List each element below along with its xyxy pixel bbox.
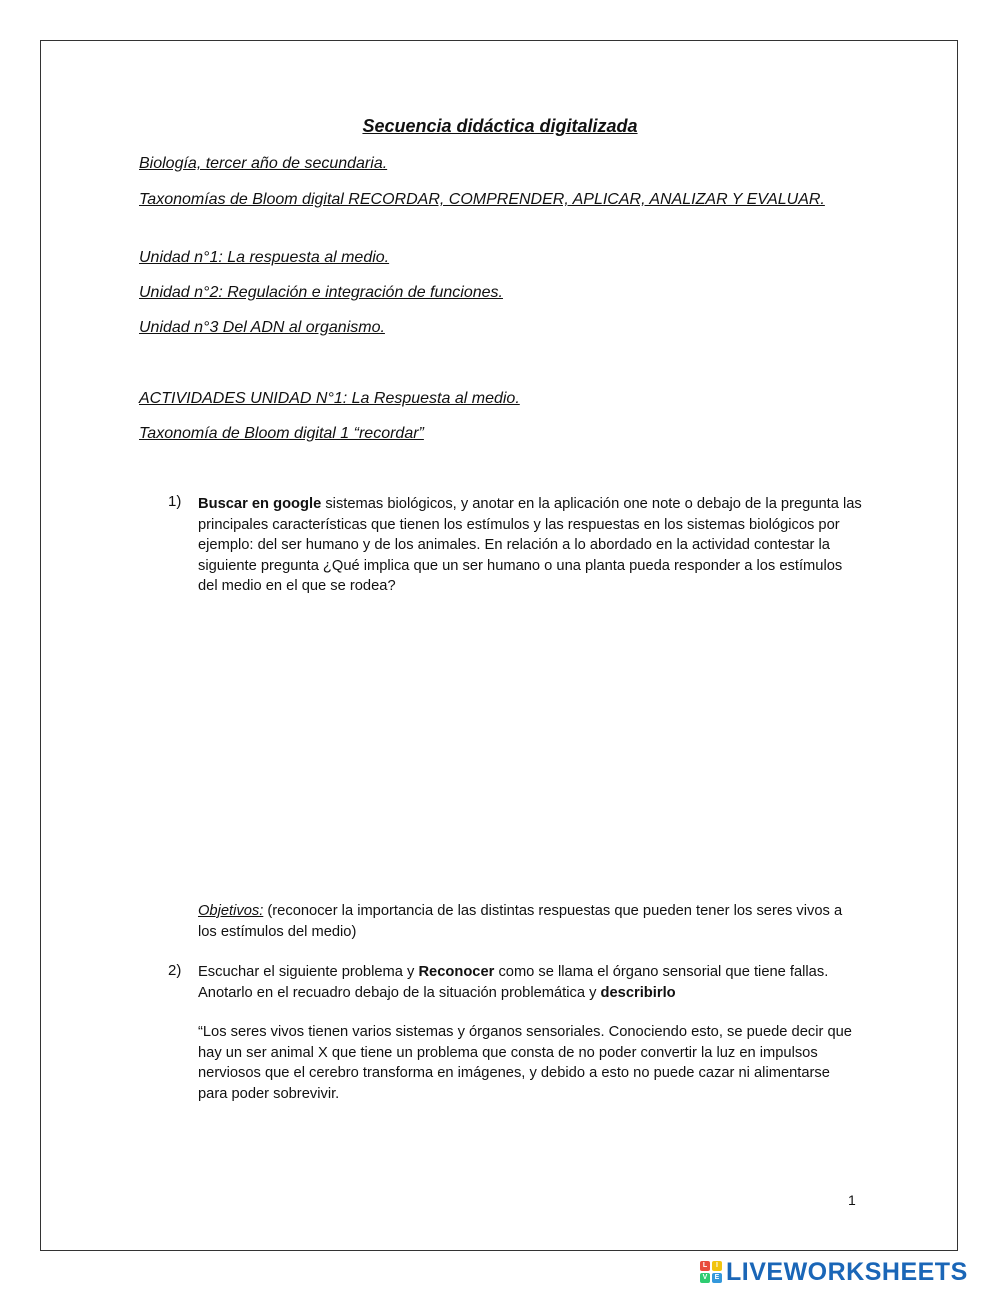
item-2-text-b: como se llama el órgano sensorial que tiene fallas. Anotarlo en el recuadro debajo de la situación problemática y (198, 964, 829, 1001)
subject-line: Biología, tercer año de secundaria. (139, 155, 388, 172)
document-title: Secuencia didáctica digitalizada (362, 116, 638, 136)
activities-heading: ACTIVIDADES UNIDAD N°1: La Respuesta al medio. (139, 390, 520, 407)
logo-text: LIVEWORKSHEETS (726, 1257, 968, 1286)
item-1-bold-lead: Buscar en google (198, 496, 322, 512)
logo-block-e: E (712, 1273, 722, 1283)
logo-block-i: I (712, 1261, 722, 1271)
logo-icon (700, 1261, 722, 1283)
liveworksheets-logo[interactable] (700, 1259, 968, 1285)
logo-block-l: L (700, 1261, 710, 1271)
item-2-text-a: Escuchar el siguiente problema y (198, 964, 419, 980)
objectives-text (198, 901, 863, 942)
item-2-number: 2) (168, 962, 182, 979)
item-2-text (198, 962, 863, 1003)
page-number: 1 (848, 1192, 856, 1208)
unit-1-line: Unidad n°1: La respuesta al medio. (139, 249, 390, 266)
objectives-label: Objetivos: (198, 903, 264, 919)
item-1-text (198, 494, 863, 597)
taxonomy-line: Taxonomías de Bloom digital RECORDAR, COMPRENDER, APLICAR, ANALIZAR Y EVALUAR. (139, 191, 825, 208)
unit-2-line: Unidad n°2: Regulación e integración de funciones. (139, 284, 503, 301)
unit-3-line: Unidad n°3 Del ADN al organismo. (139, 319, 385, 336)
item-2-bold-a: Reconocer (418, 964, 495, 980)
problem-quote: “Los seres vivos tienen varios sistemas y órganos sensoriales. Conociendo esto, se puede decir que hay un ser animal X que tiene un problema que consta de no poder convertir la luz en impulsos nerviosos que el cerebro transforma en imágenes, y debido a esto no puede cazar ni alimentarse para poder sobrevivir. (198, 1024, 852, 1102)
taxonomy-heading: Taxonomía de Bloom digital 1 “recordar” (139, 425, 424, 442)
item-2-bold-b: describirlo (600, 984, 676, 1001)
item-1-body: sistemas biológicos, y anotar en la aplicación one note o debajo de la pregunta las principales características que tienen los estímulos y las respuestas en los sistemas biológicos por ejemplo: del ser humano y de los animales. En relación a lo abordado en la actividad contestar la siguiente pregunta ¿Qué implica que un ser humano o una planta pueda responder a los estímulos del medio en el que se rodea? (198, 496, 862, 594)
item-1-number: 1) (168, 493, 182, 510)
objectives-body: (reconocer la importancia de las distintas respuestas que pueden tener los seres vivos a los estímulos del medio) (198, 903, 843, 940)
logo-block-v: V (700, 1273, 710, 1283)
